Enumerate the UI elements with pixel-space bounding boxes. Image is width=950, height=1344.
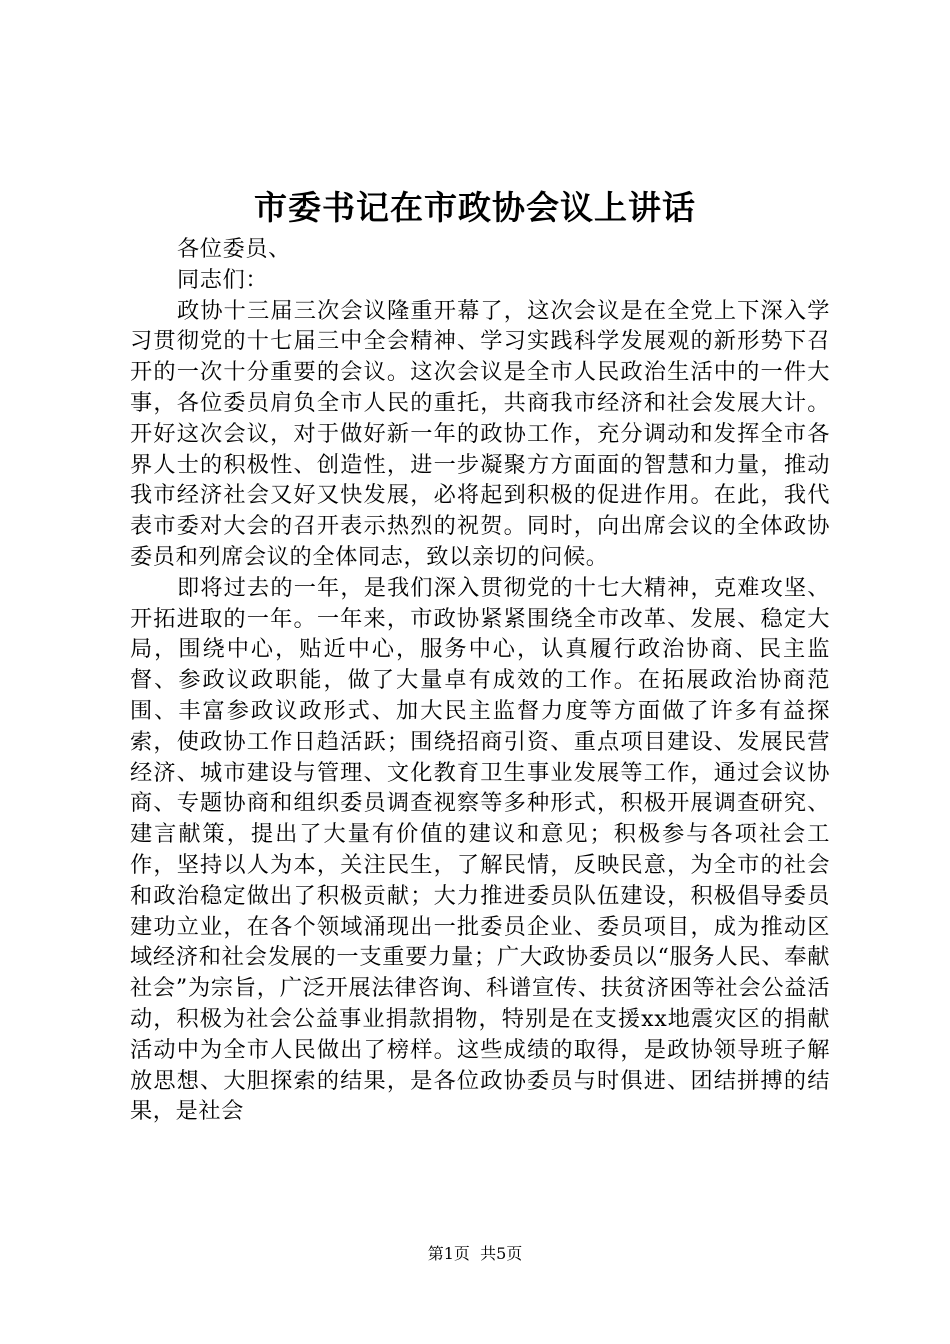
salutation-line-2: 同志们： bbox=[177, 266, 269, 293]
document-title: 市委书记在市政协会议上讲话 bbox=[254, 188, 696, 227]
paragraph-2: 即将过去的一年，是我们深入贯彻党的十七大精神，克难攻坚、开拓进取的一年。一年来，市政协紧紧围绕全市改革、发展、稳定大局，围绕中心，贴近中心，服务中心，认真履行政治协商、民主监督、参政议政职能，做了大量卓有成效的工作。在拓展政治协商范围、丰富参政议政形式、加大民主监督力度等方面做了许多有益探索，使政协工作日趋活跃；围绕招商引资、重点项目建设、发展民营经济、城市建设与管理、文化教育卫生事业发展等工作，通过会议协商、专题协商和组织委员调查视察等多种形式，积极开展调查研究、建言献策，提出了大量有价值的建议和意见；积极参与各项社会工作，坚持以人为本，关注民生，了解民情，反映民意，为全市的社会和政治稳定做出了积极贡献；大力推进委员队伍建设，积极倡导委员建功立业，在各个领域涌现出一批委员企业、委员项目，成为推动区域经济和社会发展的一支重要力量；广大政协委员以“服务人民、奉献社会”为宗旨，广泛开展法律咨询、科谱宣传、扶贫济困等社会公益活动，积极为社会公益事业捐款捐物，特别是在支援xx地震灾区的捐献活动中为全市人民做出了榜样。这些成绩的取得，是政协领导班子解放思想、大胆探索的结果，是各位政协委员与时俱进、团结拼搏的结果，是社会 bbox=[130, 574, 830, 1125]
page-number: 第1页 共5页 bbox=[427, 1244, 523, 1263]
page-footer bbox=[0, 1243, 950, 1265]
document-body bbox=[130, 234, 830, 1127]
salutation-line-1: 各位委员、 bbox=[177, 236, 291, 262]
paragraph-1: 政协十三届三次会议隆重开幕了，这次会议是在全党上下深入学习贯彻党的十七届三中全会精神、学习实践科学发展观的新形势下召开的一次十分重要的会议。这次会议是全市人民政治生活中的一件大事，各位委员肩负全市人民的重托，共商我市经济和社会发展大计。开好这次会议，对于做好新一年的政协工作，充分调动和发挥全市各界人士的积极性、创造性，进一步凝聚方方面面的智慧和力量，推动我市经济社会又好又快发展，必将起到积极的促进作用。在此，我代表市委对大会的召开表示热烈的祝贺。同时，向出席会议的全体政协委员和列席会议的全体同志，致以亲切的问候。 bbox=[130, 297, 830, 570]
